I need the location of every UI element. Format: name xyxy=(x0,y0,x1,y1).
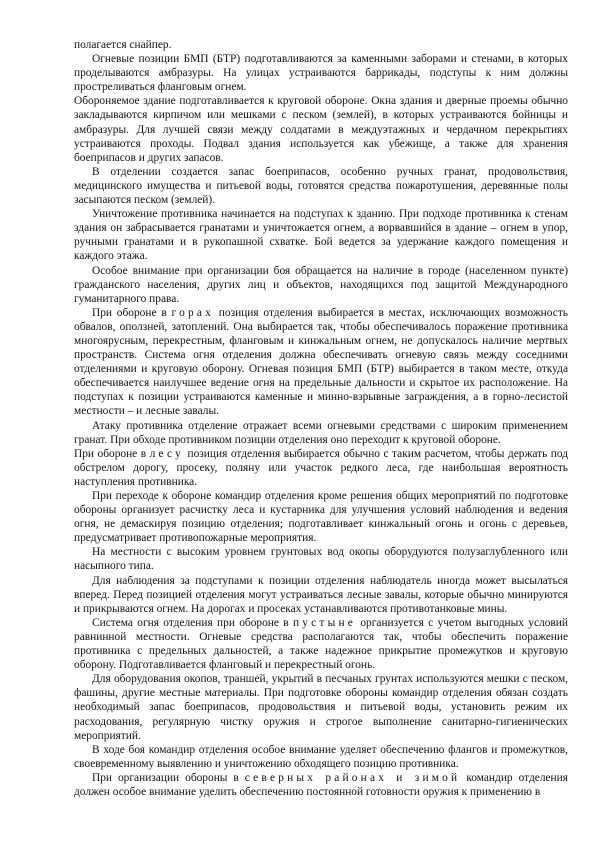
paragraph-text: Огневые позиции БМП (БТР) подготавливаются за каменными заборами и стенами, в которых проделываются амбразуры. На улицах устраиваются баррикады, подступы к ним должны простреливаться фланговым огнем. xyxy=(74,53,568,94)
paragraph xyxy=(74,574,568,616)
paragraph-text: В отделении создается запас боеприпасов, особенно ручных гранат, продовольствия, медицинского имущества и питьевой воды, готовятся средства пожаротушения, деревянные полы засыпаются песком (землей). xyxy=(74,165,568,207)
paragraph xyxy=(74,207,568,263)
paragraph-text: позиция отделения выбирается в местах, исключающих возможность обвалов, оползней, затоплений. Она выбирается так, чтобы обеспечивалось поражение противника многоярусным, перекрестным, фланговым и кинжальным огнем, не допускалось наличие мертвых пространств. Система огня отделения должна обеспечивать огневую связь между соседними отделениями и круговую оборону. Огневая позиция БМП (БТР) выбирается в таком месте, откуда обеспечивается наилучшее ведение огня на предельные дальности и скрытое их расположение. На подступах к позиции устраиваются каменные и минно-взрывные заграждения, а в горно-лесистой местности – и лесные завалы. xyxy=(74,306,568,418)
paragraph xyxy=(74,38,568,52)
paragraph-text: Атаку противника отделение отражает всеми огневыми средствами с широким применением гранат. При обходе противником позиции отделения оно переходит к круговой обороне. xyxy=(74,419,568,446)
spaced-emphasis-text: пустыне xyxy=(292,616,357,629)
paragraph-text: При организации обороны в xyxy=(92,771,245,784)
paragraph-text: В ходе боя командир отделения особое внимание уделяет обеспечению флангов и промежутков, своевременному выявлению и уничтожению обходящего позицию противника. xyxy=(74,743,568,770)
paragraph-text: командир отделения должен особое внимание уделить обеспечению постоянной готовности оружия к применению в xyxy=(74,771,568,798)
paragraph xyxy=(74,672,568,742)
paragraph-text: При переходе к обороне командир отделения кроме решения общих мероприятий по подготовке обороны организует расчистку леса и кустарника для улучшения условий наблюдения и ведения огня, не демаскируя позицию отделения; подготавливает кинжальный огонь и огонь с деревьев, предусматривает противопожарные мероприятия. xyxy=(74,490,568,545)
paragraph-text: При обороне в xyxy=(92,306,172,319)
paragraph xyxy=(74,743,568,771)
paragraph-text: Уничтожение противника начинается на подступах к зданию. При подходе противника к стенам здания он забрасывается гранатами и уничтожается огнем, а ворвавшийся в здание – огнем в упор, ручными гранатами и в рукопашной схватке. Бой ведется за удержание каждого помещения и каждого этажа. xyxy=(74,208,568,263)
paragraph xyxy=(74,52,568,94)
paragraph xyxy=(74,447,568,489)
body-text xyxy=(74,38,568,799)
paragraph xyxy=(74,489,568,545)
paragraph-text: На местности с высоким уровнем грунтовых вод окопы оборудуются полузаглубленного или насыпного типа. xyxy=(74,546,568,573)
paragraph-text: позиция отделения выбирается обычно с таким расчетом, чтобы держать под обстрелом дорогу, просеку, поляну или участок редкого леса, где наибольшая вероятность наступления противника. xyxy=(74,447,569,488)
paragraph-text: Для наблюдения за подступами к позиции отделения наблюдатель иногда может высылаться вперед. Перед позицией отделения могут устраиваться лесные завалы, которые обычно минируются и прикрываются огнем. На дорогах и просеках устанавливаются противотанковые мины. xyxy=(74,574,568,615)
paragraph xyxy=(74,419,568,447)
paragraph-text: Для оборудования окопов, траншей, укрытий в песчаных грунтах используются мешки с песком, фашины, другие местные материалы. При подготовке обороны командир отделения обязан создать необходимый запас боеприпасов, продовольствия и питьевой воды, установить режим их расходования, регулярную чистку оружия и строгое выполнение санитарно-гигиенических мероприятий. xyxy=(74,673,568,742)
paragraph-text: Система огня отделения при обороне в xyxy=(92,616,293,629)
paragraph xyxy=(74,771,568,799)
paragraph-text: организуется с учетом выгодных условий равнинной местности. Огневые средства располагаются так, чтобы обеспечить поражение противника с предельных дальностей, а также надежное прикрытие промежутков и круговую оборону. Подготавливается фланговый и перекрестный огонь. xyxy=(74,616,568,672)
paragraph xyxy=(74,616,568,672)
spaced-emphasis-text: горах xyxy=(171,306,215,319)
paragraph xyxy=(74,264,568,306)
paragraph xyxy=(74,306,568,419)
paragraph-text: При обороне в xyxy=(74,447,150,460)
paragraph-text: Особое внимание при организации боя обращается на наличие в городе (населенном пункте) гражданского населения, других лиц и объектов, находящихся под защитой Международного гуманитарного права. xyxy=(74,264,568,305)
spaced-emphasis-text: лесу xyxy=(149,447,185,460)
paragraph-text: полагается снайпер. xyxy=(74,39,172,51)
paragraph xyxy=(74,165,568,207)
paragraph xyxy=(74,545,568,573)
paragraph xyxy=(74,94,568,164)
spaced-emphasis-text: северных районах и зимой xyxy=(244,771,461,784)
paragraph-text: Обороняемое здание подготавливается к круговой обороне. Окна здания и дверные проемы обычно закладываются кирпичом или мешками с песком (землей), в которых устраиваются бойницы и амбразуры. Для лучшей связи между солдатами в междуэтажных и чердачном перекрытиях устраиваются проходы. Подвал здания используется как убежище, а также для хранения боеприпасов и других запасов. xyxy=(74,95,568,164)
